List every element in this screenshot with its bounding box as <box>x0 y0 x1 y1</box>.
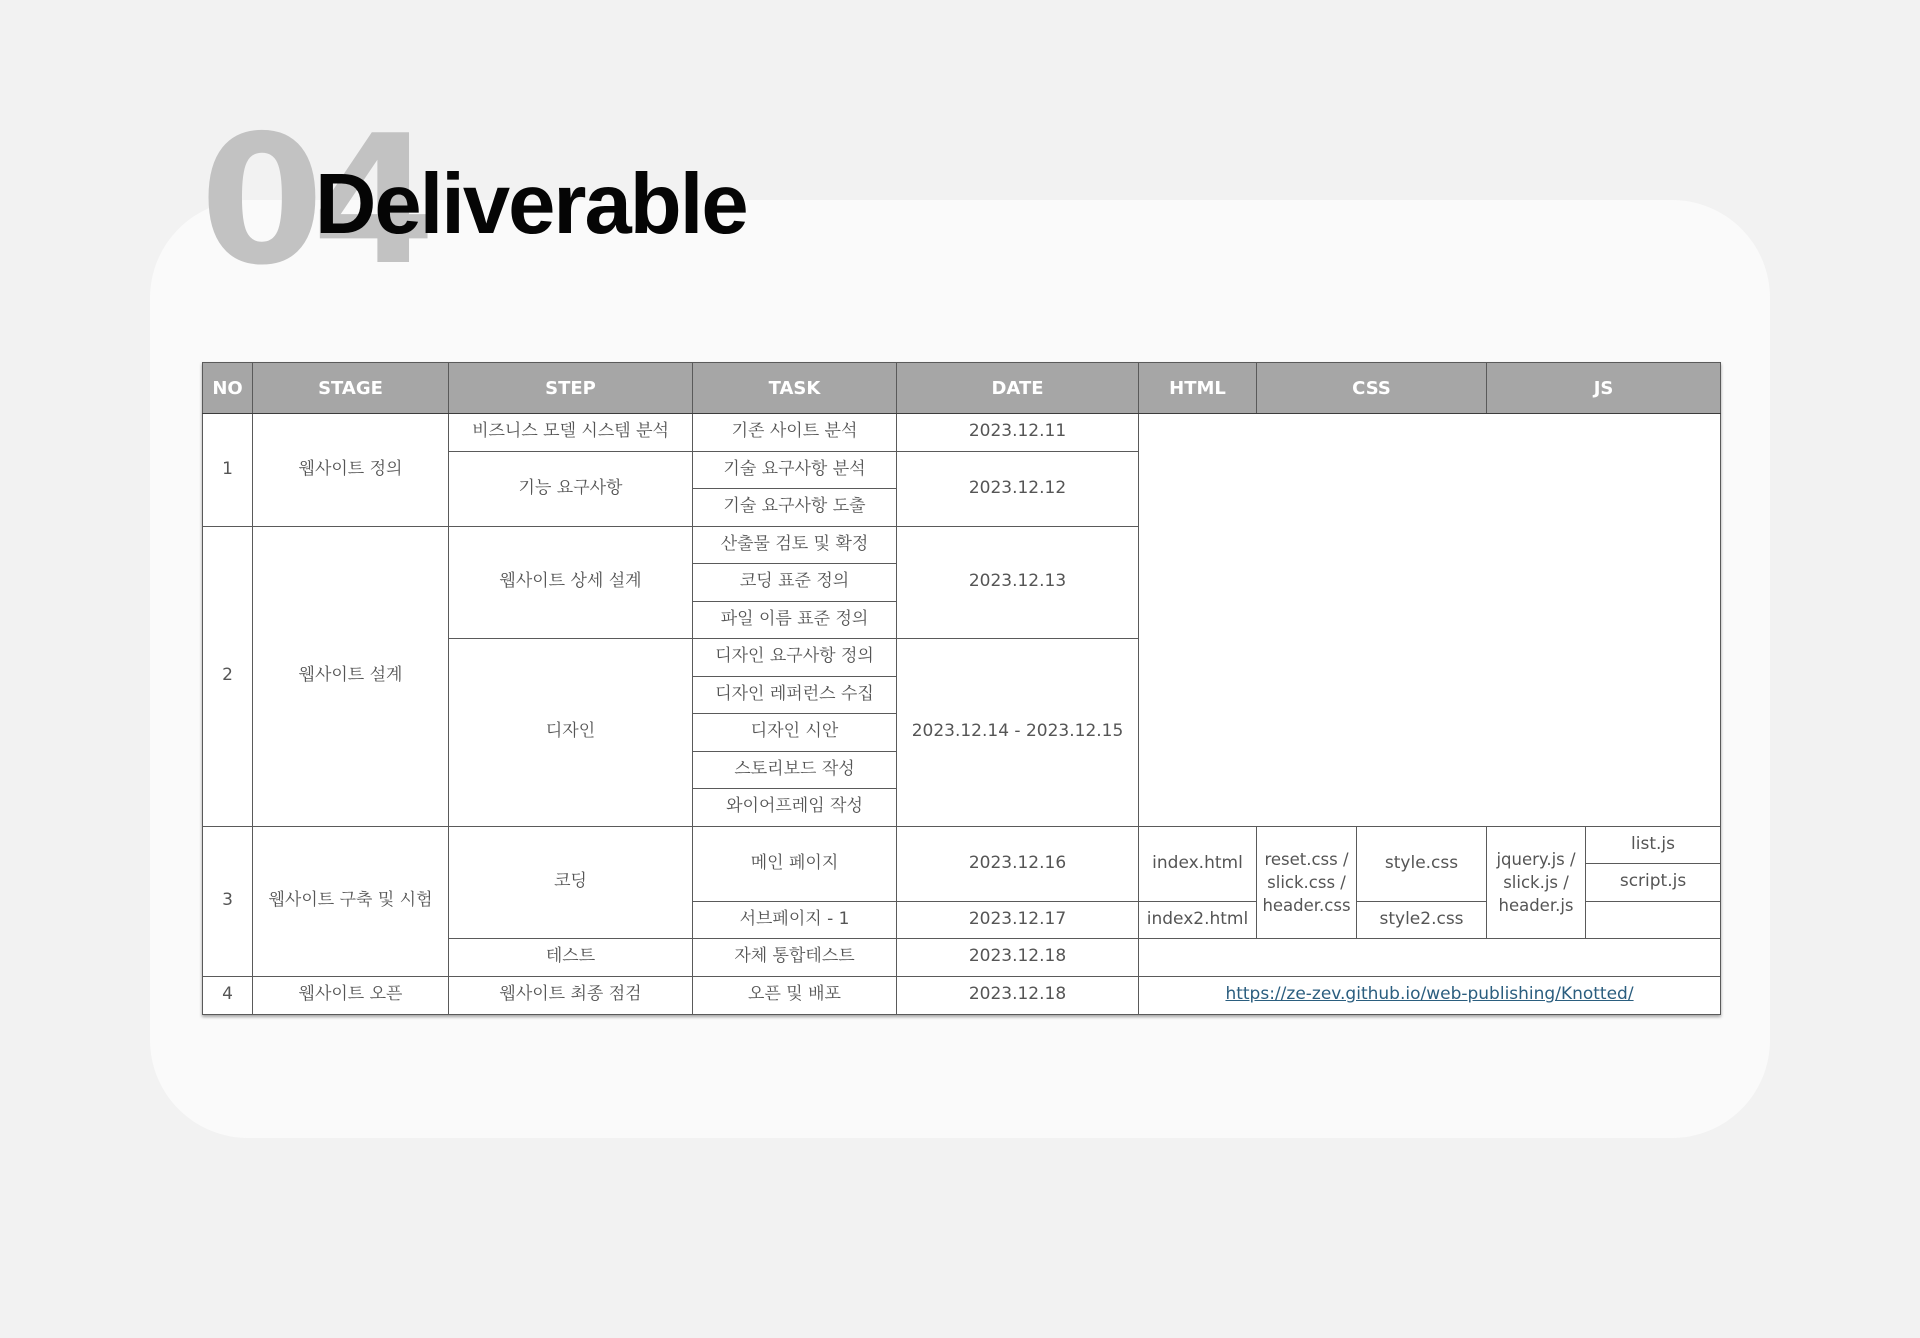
cell-step: 코딩 <box>449 826 693 939</box>
cell-task: 파일 이름 표준 정의 <box>693 601 897 639</box>
cell-stage: 웹사이트 설계 <box>253 526 449 826</box>
cell-date: 2023.12.13 <box>897 526 1139 639</box>
cell-task: 메인 페이지 <box>693 826 897 901</box>
table-row <box>203 826 1721 864</box>
cell-task: 기존 사이트 분석 <box>693 414 897 452</box>
cell-html-file: index.html <box>1139 826 1257 901</box>
cell-js-file: list.js <box>1586 826 1721 864</box>
cell-css-file: style2.css <box>1357 901 1487 939</box>
header-date: DATE <box>897 363 1139 414</box>
section-title: Deliverable <box>315 157 747 252</box>
table-row <box>203 976 1721 1014</box>
deliverable-table <box>202 362 1721 1015</box>
empty-files-cell <box>1139 939 1721 977</box>
cell-stage: 웹사이트 정의 <box>253 414 449 527</box>
header-html: HTML <box>1139 363 1257 414</box>
cell-step: 웹사이트 최종 점검 <box>449 976 693 1014</box>
cell-js-file: script.js <box>1586 864 1721 902</box>
site-link[interactable]: https://ze-zev.github.io/web-publishing/Knotted/ <box>1225 984 1634 1005</box>
cell-stage: 웹사이트 구축 및 시험 <box>253 826 449 976</box>
header-task: TASK <box>693 363 897 414</box>
cell-step: 테스트 <box>449 939 693 977</box>
header-stage: STAGE <box>253 363 449 414</box>
cell-date: 2023.12.12 <box>897 451 1139 526</box>
cell-date: 2023.12.18 <box>897 976 1139 1014</box>
table-row <box>203 414 1721 452</box>
cell-task: 와이어프레임 작성 <box>693 789 897 827</box>
cell-task: 기술 요구사항 분석 <box>693 451 897 489</box>
cell-task: 디자인 시안 <box>693 714 897 752</box>
cell-task: 자체 통합테스트 <box>693 939 897 977</box>
header-css: CSS <box>1257 363 1487 414</box>
header-js: JS <box>1487 363 1721 414</box>
cell-date: 2023.12.14 - 2023.12.15 <box>897 639 1139 827</box>
cell-task: 코딩 표준 정의 <box>693 564 897 602</box>
section-number: 04 <box>200 97 424 304</box>
cell-step: 웹사이트 상세 설계 <box>449 526 693 639</box>
empty-js-cell <box>1586 901 1721 939</box>
cell-task: 서브페이지 - 1 <box>693 901 897 939</box>
empty-files-cell <box>1139 414 1721 827</box>
cell-site-link <box>1139 976 1721 1014</box>
table-header-row <box>203 363 1721 414</box>
header-no: NO <box>203 363 253 414</box>
cell-task: 산출물 검토 및 확정 <box>693 526 897 564</box>
cell-step: 기능 요구사항 <box>449 451 693 526</box>
cell-stage: 웹사이트 오픈 <box>253 976 449 1014</box>
cell-task: 기술 요구사항 도출 <box>693 489 897 527</box>
cell-no: 1 <box>203 414 253 527</box>
cell-no: 3 <box>203 826 253 976</box>
cell-no: 2 <box>203 526 253 826</box>
cell-js-common: jquery.js / slick.js / header.js <box>1487 826 1586 939</box>
cell-css-common: reset.css / slick.css / header.css <box>1257 826 1357 939</box>
cell-html-file: index2.html <box>1139 901 1257 939</box>
cell-css-file: style.css <box>1357 826 1487 901</box>
cell-task: 디자인 레퍼런스 수집 <box>693 676 897 714</box>
cell-task: 오픈 및 배포 <box>693 976 897 1014</box>
cell-date: 2023.12.18 <box>897 939 1139 977</box>
cell-date: 2023.12.17 <box>897 901 1139 939</box>
cell-step: 디자인 <box>449 639 693 827</box>
cell-no: 4 <box>203 976 253 1014</box>
cell-date: 2023.12.16 <box>897 826 1139 901</box>
cell-step: 비즈니스 모델 시스템 분석 <box>449 414 693 452</box>
cell-date: 2023.12.11 <box>897 414 1139 452</box>
cell-task: 스토리보드 작성 <box>693 751 897 789</box>
cell-task: 디자인 요구사항 정의 <box>693 639 897 677</box>
header-step: STEP <box>449 363 693 414</box>
